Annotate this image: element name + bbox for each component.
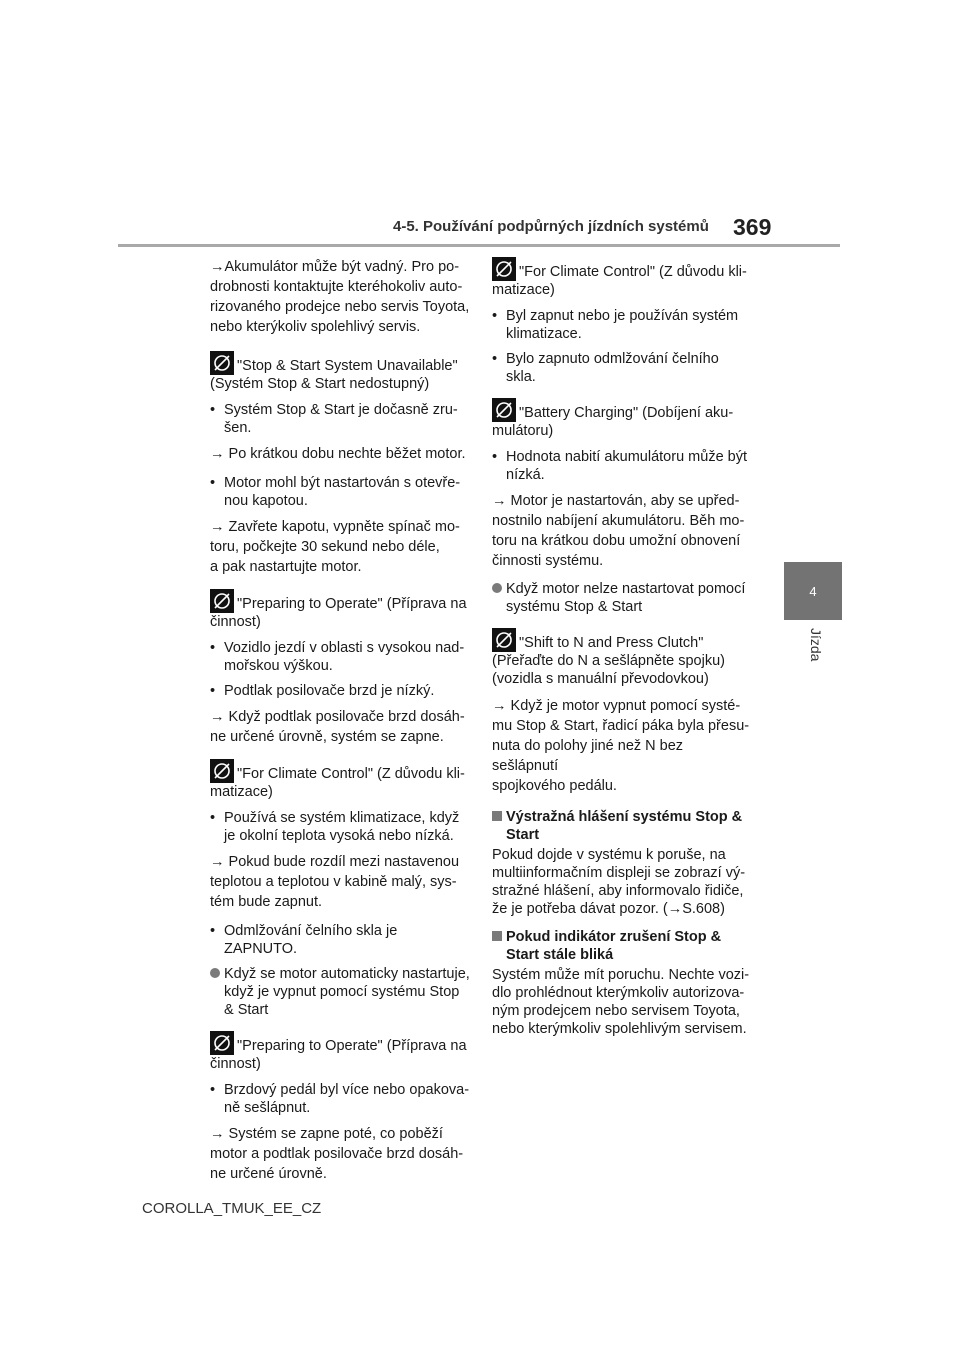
circle-bullet-icon (210, 968, 220, 978)
text-line: nuta do polohy jiné než N bez sešlápnutí (492, 738, 684, 774)
message-block (492, 257, 752, 299)
text-line: → Když je motor vypnut pomocí systé- (492, 698, 741, 714)
list-item-text: Hodnota nabití akumulátoru může být nízká. (506, 449, 747, 483)
text-line: →Akumulátor může být vadný. Pro po- (210, 259, 460, 275)
list-item: • Bylo zapnuto odmlžování čelního skla. (492, 351, 719, 385)
text-line: → Když podtlak posilovače brzd dosáh- (210, 709, 465, 725)
list-item: • Brzdový pedál byl více nebo opakova-ně sešlápnut. (210, 1082, 470, 1116)
subheading-text: Pokud indikátor zrušení Stop & Start stále bliká (506, 929, 722, 963)
text-line: → Motor je nastartován, aby se upřed- (492, 493, 740, 509)
section-title: 4-5. Používání podpůrných jízdních systémů (393, 218, 709, 235)
condition-item (210, 965, 472, 1019)
subheading (492, 808, 752, 844)
stop-start-indicator-icon (492, 257, 516, 281)
stop-start-indicator-icon (210, 759, 234, 783)
condition-text: Když motor nelze nastartovat pomocí systému Stop & Start (506, 581, 746, 615)
text-line: toru na krátkou dobu umožní obnovení (492, 533, 741, 549)
header-divider (118, 244, 840, 247)
text-line: → Pokud bude rozdíl mezi nastavenou (210, 854, 460, 870)
action-paragraph (492, 696, 752, 796)
circle-bullet-icon (492, 583, 502, 593)
page-number: 369 (733, 214, 772, 240)
list-item: • Byl zapnut nebo je používán systém klimatizace. (492, 308, 739, 342)
list-item-text: Motor mohl být nastartován s otevře-nou kapotou. (224, 475, 461, 509)
message-block (210, 759, 472, 801)
message-title: "For Climate Control" (Z důvodu kli-matizace) (492, 264, 747, 298)
stop-start-indicator-icon (210, 1031, 234, 1055)
condition-text: Když se motor automaticky nastartuje, když je vypnut pomocí systému Stop & Start (224, 966, 470, 1018)
body-paragraph: Pokud dojde v systému k poruše, na multiinformačním displeji se zobrazí vý-stražné hlášení, aby informovalo řidiče, že je potřeba dávat pozor. (→S.608) (492, 847, 746, 917)
right-column (492, 257, 752, 1047)
text-line: → Po krátkou dobu nechte běžet motor. (210, 446, 466, 462)
list-item-text: Vozidlo jezdí v oblasti s vysokou nad-mořskou výškou. (224, 640, 465, 674)
action-paragraph (210, 852, 472, 912)
action-paragraph (210, 444, 472, 464)
left-column (210, 257, 472, 1193)
body-paragraph: Systém může mít poruchu. Nechte vozi-dlo prohlédnout kterýmkoliv autorizova-ným prodejcem nebo servisem Toyota, nebo kterýmkoliv spolehlivým servisem. (492, 967, 750, 1037)
text-line: nostnilo nabíjení akumulátoru. Běh mo- (492, 513, 745, 529)
stop-start-indicator-icon (210, 589, 234, 613)
text-line: a pak nastartujte motor. (210, 559, 362, 575)
text-line: teplotou a teplotou v kabině malý, sys- (210, 874, 457, 890)
subheading-text: Výstražná hlášení systému Stop & Start (506, 809, 743, 843)
text-line: ne určené úrovně, systém se zapne. (210, 729, 444, 745)
message-block (210, 589, 472, 631)
message-title: "Preparing to Operate" (Příprava na činnost) (210, 596, 467, 630)
chapter-tab (784, 562, 842, 620)
document-code: COROLLA_TMUK_EE_CZ (142, 1200, 322, 1217)
list-item-text: Systém Stop & Start je dočasně zru-šen. (224, 402, 458, 436)
action-paragraph (210, 707, 472, 747)
text-line: nebo kterýkoliv spolehlivý servis. (210, 319, 421, 335)
message-block (210, 351, 472, 393)
list-item: • Motor mohl být nastartován s otevře-nou kapotou. (210, 475, 461, 509)
list-item-text: Byl zapnut nebo je používán systém klimatizace. (506, 308, 739, 342)
stop-start-indicator-icon (210, 351, 234, 375)
list-item: • Systém Stop & Start je dočasně zru-šen. (210, 402, 458, 436)
message-title: "Battery Charging" (Dobíjení aku-mulátoru) (492, 405, 734, 439)
square-bullet-icon (492, 931, 502, 941)
message-title: "Stop & Start System Unavailable" (Systém Stop & Start nedostupný) (210, 358, 458, 392)
text-line: ne určené úrovně. (210, 1166, 327, 1182)
message-block (210, 1031, 472, 1073)
text-line: mu Stop & Start, řadicí páka byla přesu- (492, 718, 750, 734)
message-title: "Shift to N and Press Clutch" (Přeřaďte do N a sešlápněte spojku) (vozidla s manuální převodovkou) (492, 635, 725, 687)
list-item-text: Bylo zapnuto odmlžování čelního skla. (506, 351, 719, 385)
list-item: • Hodnota nabití akumulátoru může být nízká. (492, 449, 747, 483)
chapter-label: Jízda (808, 628, 824, 662)
action-paragraph (210, 517, 472, 577)
text-line: drobnosti kontaktujte kteréhokoliv auto- (210, 279, 463, 295)
text-line: → Zavřete kapotu, vypněte spínač mo- (210, 519, 460, 535)
text-line: toru, počkejte 30 sekund nebo déle, (210, 539, 440, 555)
stop-start-indicator-icon (492, 398, 516, 422)
list-item-text: Odmlžování čelního skla je ZAPNUTO. (224, 923, 398, 957)
list-item: • Používá se systém klimatizace, když je okolní teplota vysoká nebo nízká. (210, 810, 460, 844)
message-block (492, 628, 752, 688)
list-item-text: Používá se systém klimatizace, když je okolní teplota vysoká nebo nízká. (224, 810, 460, 844)
action-paragraph (492, 491, 752, 571)
list-item-text: Podtlak posilovače brzd je nízký. (224, 683, 435, 699)
stop-start-indicator-icon (492, 628, 516, 652)
list-item: • Odmlžování čelního skla je ZAPNUTO. (210, 923, 398, 957)
message-title: "Preparing to Operate" (Příprava na činnost) (210, 1038, 467, 1072)
subheading (492, 928, 752, 964)
square-bullet-icon (492, 811, 502, 821)
message-title: "For Climate Control" (Z důvodu kli-matizace) (210, 766, 465, 800)
text-line: tém bude zapnut. (210, 894, 323, 910)
message-block (492, 398, 752, 440)
text-line: rizovaného prodejce nebo servis Toyota, (210, 299, 470, 315)
intro-paragraph (210, 257, 472, 337)
text-line: motor a podtlak posilovače brzd dosáh- (210, 1146, 464, 1162)
text-line: spojkového pedálu. (492, 778, 617, 794)
condition-item (492, 580, 752, 616)
list-item: • Podtlak posilovače brzd je nízký. (210, 683, 435, 699)
list-item-text: Brzdový pedál byl více nebo opakova-ně sešlápnut. (224, 1082, 470, 1116)
chapter-number: 4 (809, 583, 817, 599)
list-item: • Vozidlo jezdí v oblasti s vysokou nad-mořskou výškou. (210, 640, 465, 674)
action-paragraph (210, 1124, 472, 1184)
text-line: činnosti systému. (492, 553, 604, 569)
text-line: → Systém se zapne poté, co poběží (210, 1126, 443, 1142)
